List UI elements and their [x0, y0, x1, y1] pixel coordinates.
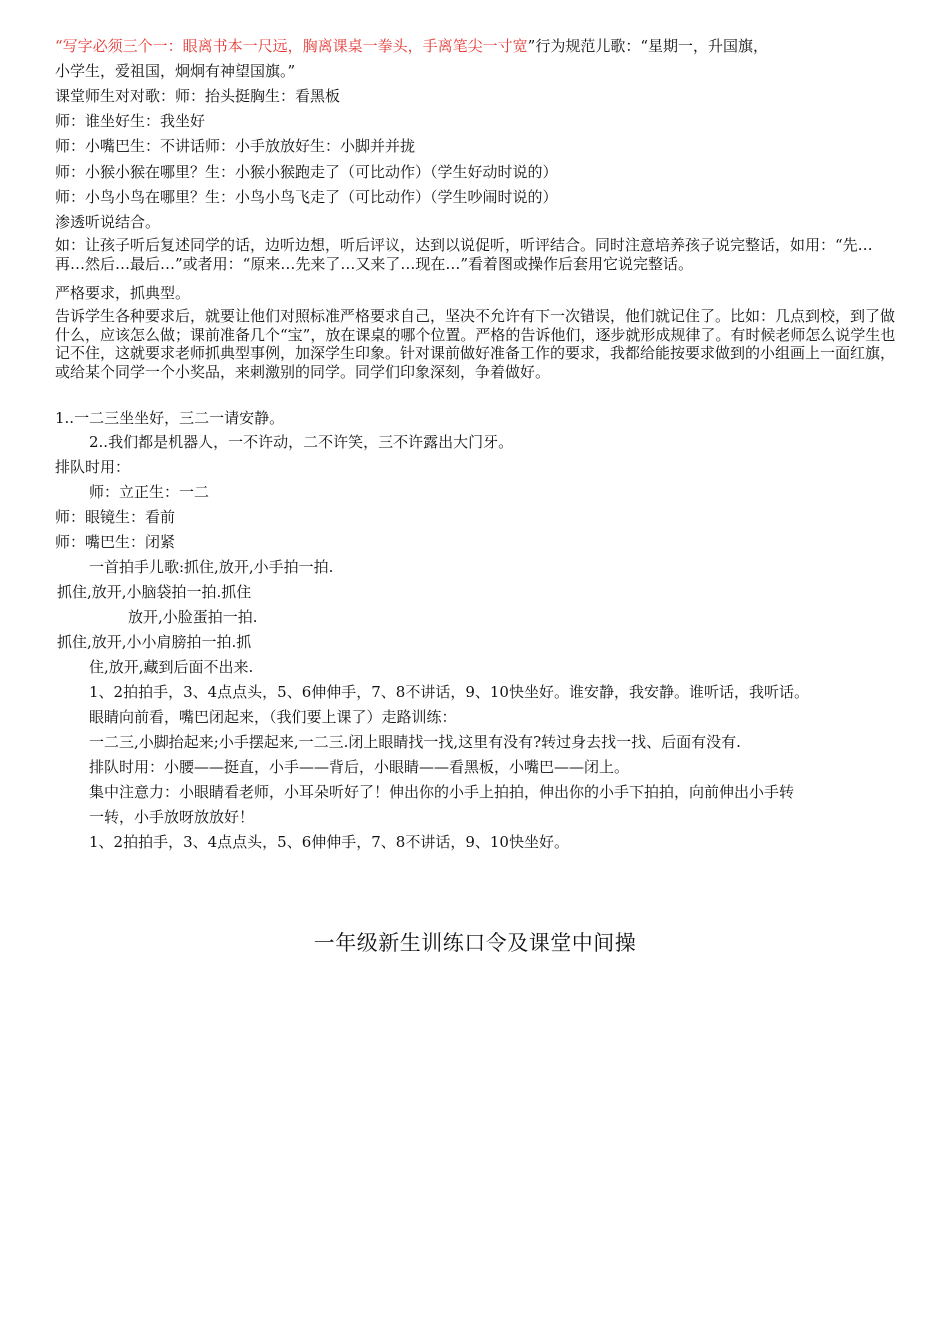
line-text: 一转，小手放呀放放好！ — [89, 808, 255, 826]
line-text: 师：小鸟小鸟在哪里？生：小鸟小鸟飞走了（可比动作）（学生吵闹时说的） — [55, 188, 558, 206]
paragraph-strict-requirements: 告诉学生各种要求后，就要让他们对照标准严格要求自己，坚决不允许有下一次错误，他们就记住了。比如：几点到校，到了做什么，应该怎么做；课前准备几个“宝”，放在课桌的哪个位置。严格的告诉他们，逐步就形成规律了。有时候老师怎么说学生也记不住，这就要求老师抓典型事例，加深学生印象。针对课前做好准备工作的要求，我都给能按要求做到的小组画上一面红旗，或给某个同学一个小奖品，来刺激别的同学。同学们印象深刻，争着做好。 — [55, 307, 896, 381]
line-text: 师：谁坐好生：我坐好 — [55, 112, 206, 130]
paragraph-listening: 如：让孩子听后复述同学的话，边听边想，听后评议，达到以说促听，听评结合。同时注意培养孩子说完整话，如用：“先…再…然后…最后…”或者用：“原来…先来了…又来了…现在…”看着图或操作后套用它说完整话。 — [55, 236, 873, 273]
line-text: 师：小猴小猴在哪里？生：小猴小猴跑走了（可比动作）（学生好动时说的） — [55, 163, 558, 181]
line-text: 一首拍手儿歌:抓住,放开,小手拍一拍. — [89, 558, 334, 576]
line-text: 抓住,放开,小小肩膀拍一拍.抓 — [57, 633, 252, 651]
document-title: 一年级新生训练口令及课堂中间操 — [313, 931, 637, 955]
line-text: 排队时用：小腰——挺直，小手——背后，小眼睛——看黑板，小嘴巴——闭上。 — [89, 758, 630, 776]
line-text: 住,放开,藏到后面不出来. — [89, 658, 254, 676]
line-text: 师：嘴巴生：闭紧 — [55, 533, 176, 551]
line-text: ”行为规范儿歌：“星期一，升国旗， — [527, 37, 769, 55]
line-text: 1、2拍拍手，3、4点点头，5、6伸伸手，7、8不讲话，9、10快坐好。 — [89, 833, 569, 851]
line-text: 师：立正生：一二 — [89, 483, 210, 501]
line-text: 排队时用： — [55, 458, 131, 476]
line-text: 一二三,小脚抬起来;小手摆起来,一二三.闭上眼睛找一找,这里有没有?转过身去找一找、后面有没有. — [89, 733, 741, 751]
line-text: 抓住,放开,小脑袋拍一拍.抓住 — [57, 583, 252, 601]
line-text: 小学生，爱祖国，炯炯有神望国旗。” — [55, 62, 296, 80]
line-writing-rule — [55, 36, 768, 56]
line-text: 渗透听说结合。 — [55, 213, 161, 231]
line-text: 放开,小脸蛋拍一拍. — [128, 608, 258, 626]
line-text: 师：眼镜生：看前 — [55, 508, 176, 526]
line-text: 课堂师生对对歌：师：抬头挺胸生：看黑板 — [55, 87, 341, 105]
line-text: 严格要求，抓典型。 — [55, 284, 191, 302]
line-text: 师：小嘴巴生：不讲话师：小手放放好生：小脚并并拢 — [55, 137, 416, 155]
line-text: 眼睛向前看，嘴巴闭起来，（我们要上课了）走路训练： — [89, 708, 457, 726]
line-text: 2..我们都是机器人，一不许动，二不许笑，三不许露出大门牙。 — [89, 433, 514, 451]
red-highlight-text: “写字必须三个一：眼离书本一尺远，胸离课桌一拳头，手离笔尖一寸宽 — [55, 37, 528, 55]
line-text: 1、2拍拍手，3、4点点头，5、6伸伸手，7、8不讲话，9、10快坐好。谁安静，我安静。谁听话，我听话。 — [89, 683, 809, 701]
line-text: 1..一二三坐坐好，三二一请安静。 — [55, 409, 285, 427]
line-text: 集中注意力：小眼睛看老师，小耳朵听好了！伸出你的小手上拍拍，伸出你的小手下拍拍，向前伸出小手转 — [89, 783, 795, 801]
